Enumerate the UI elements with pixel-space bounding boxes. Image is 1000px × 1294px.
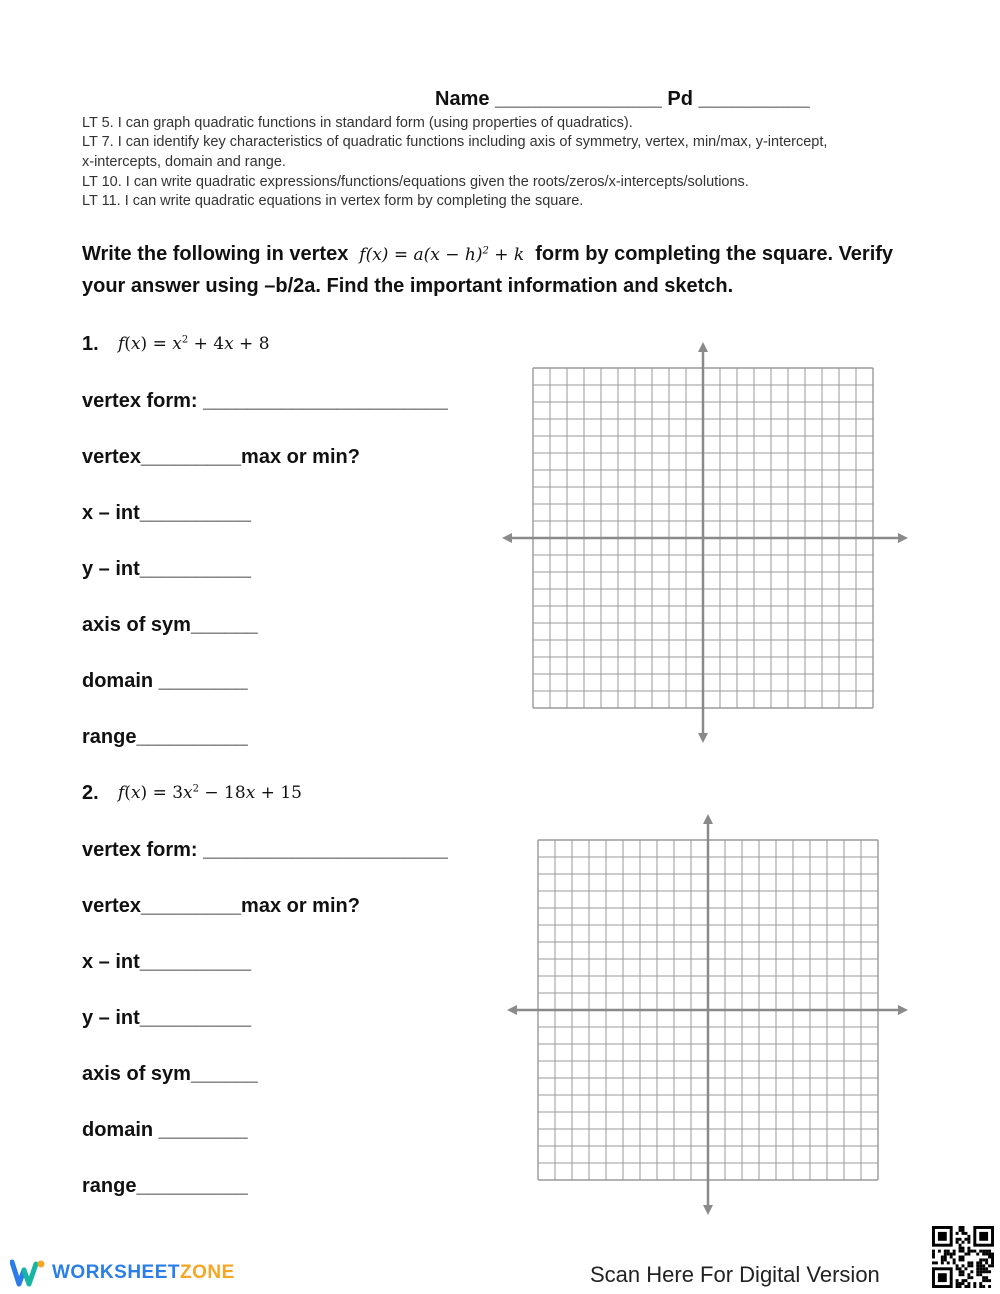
x-axis-right-arrow-icon — [898, 533, 908, 543]
p1-vertex-form-field[interactable]: vertex form: ______________________ — [82, 390, 448, 412]
p2-y-int-field[interactable]: y – int__________ — [82, 1007, 252, 1029]
brand-name-part1: WORKSHEET — [52, 1262, 180, 1283]
p2-vertex-form-field[interactable]: vertex form: ______________________ — [82, 839, 448, 861]
brand-name-part2: ZONE — [180, 1262, 235, 1283]
problem-2-equation: $f(x) = 3x^2 - 18x + 15$ — [118, 783, 302, 803]
p2-vertex-field[interactable]: vertex_________max or min? — [82, 895, 360, 917]
p1-range-field[interactable]: range__________ — [82, 726, 248, 748]
problem-2-number: 2. — [82, 782, 99, 804]
p2-axis-of-sym-field[interactable]: axis of sym______ — [82, 1063, 258, 1085]
learning-target-lt11: LT 11. I can write quadratic equations in vertex form by completing the square. — [82, 193, 584, 209]
learning-target-lt7: LT 7. I can identify key characteristics of quadratic functions including axis of symmetry, vertex, min/max, y-intercept, — [82, 134, 828, 150]
instructions-text-b: form by completing the square. Verify — [535, 243, 894, 265]
x-axis-left-arrow-icon — [507, 1005, 517, 1015]
y-axis-down-arrow-icon — [698, 733, 708, 743]
y-axis-down-arrow-icon — [703, 1205, 713, 1215]
vertex-form-formula: $f(x) = a(x - h)^2 + k$ — [353, 245, 530, 265]
p2-domain-field[interactable]: domain ________ — [82, 1119, 248, 1141]
graph-grid-1[interactable] — [500, 340, 910, 745]
problem-1-number: 1. — [82, 333, 99, 355]
y-axis-up-arrow-icon — [703, 814, 713, 824]
p2-range-field[interactable]: range__________ — [82, 1175, 248, 1197]
p1-y-int-field[interactable]: y – int__________ — [82, 558, 252, 580]
qr-code-icon[interactable] — [932, 1226, 994, 1288]
p1-domain-field[interactable]: domain ________ — [82, 670, 248, 692]
learning-target-lt5: LT 5. I can graph quadratic functions in standard form (using properties of quadratics). — [82, 115, 633, 131]
worksheetzone-w-icon — [10, 1258, 46, 1288]
p1-x-int-field[interactable]: x – int__________ — [82, 502, 252, 524]
instructions-line-2: your answer using –b/2a. Find the important information and sketch. — [82, 275, 734, 297]
worksheetzone-logo[interactable] — [10, 1258, 235, 1288]
problem-1-equation: $f(x) = x^2 + 4x + 8$ — [118, 334, 270, 354]
instructions-text-a: Write the following in vertex — [82, 243, 349, 265]
p2-x-int-field[interactable]: x – int__________ — [82, 951, 252, 973]
learning-target-lt7-cont: x-intercepts, domain and range. — [82, 154, 286, 170]
x-axis-right-arrow-icon — [898, 1005, 908, 1015]
instructions-line-1 — [82, 243, 893, 266]
p1-vertex-field[interactable]: vertex_________max or min? — [82, 446, 360, 468]
scan-digital-text: Scan Here For Digital Version — [590, 1262, 880, 1287]
x-axis-left-arrow-icon — [502, 533, 512, 543]
name-period-line[interactable]: Name _______________ Pd __________ — [435, 88, 810, 110]
y-axis-up-arrow-icon — [698, 342, 708, 352]
p1-axis-of-sym-field[interactable]: axis of sym______ — [82, 614, 258, 636]
graph-grid-2[interactable] — [505, 812, 910, 1217]
learning-target-lt10: LT 10. I can write quadratic expressions/functions/equations given the roots/zeros/x-intercepts/solutions. — [82, 174, 749, 190]
